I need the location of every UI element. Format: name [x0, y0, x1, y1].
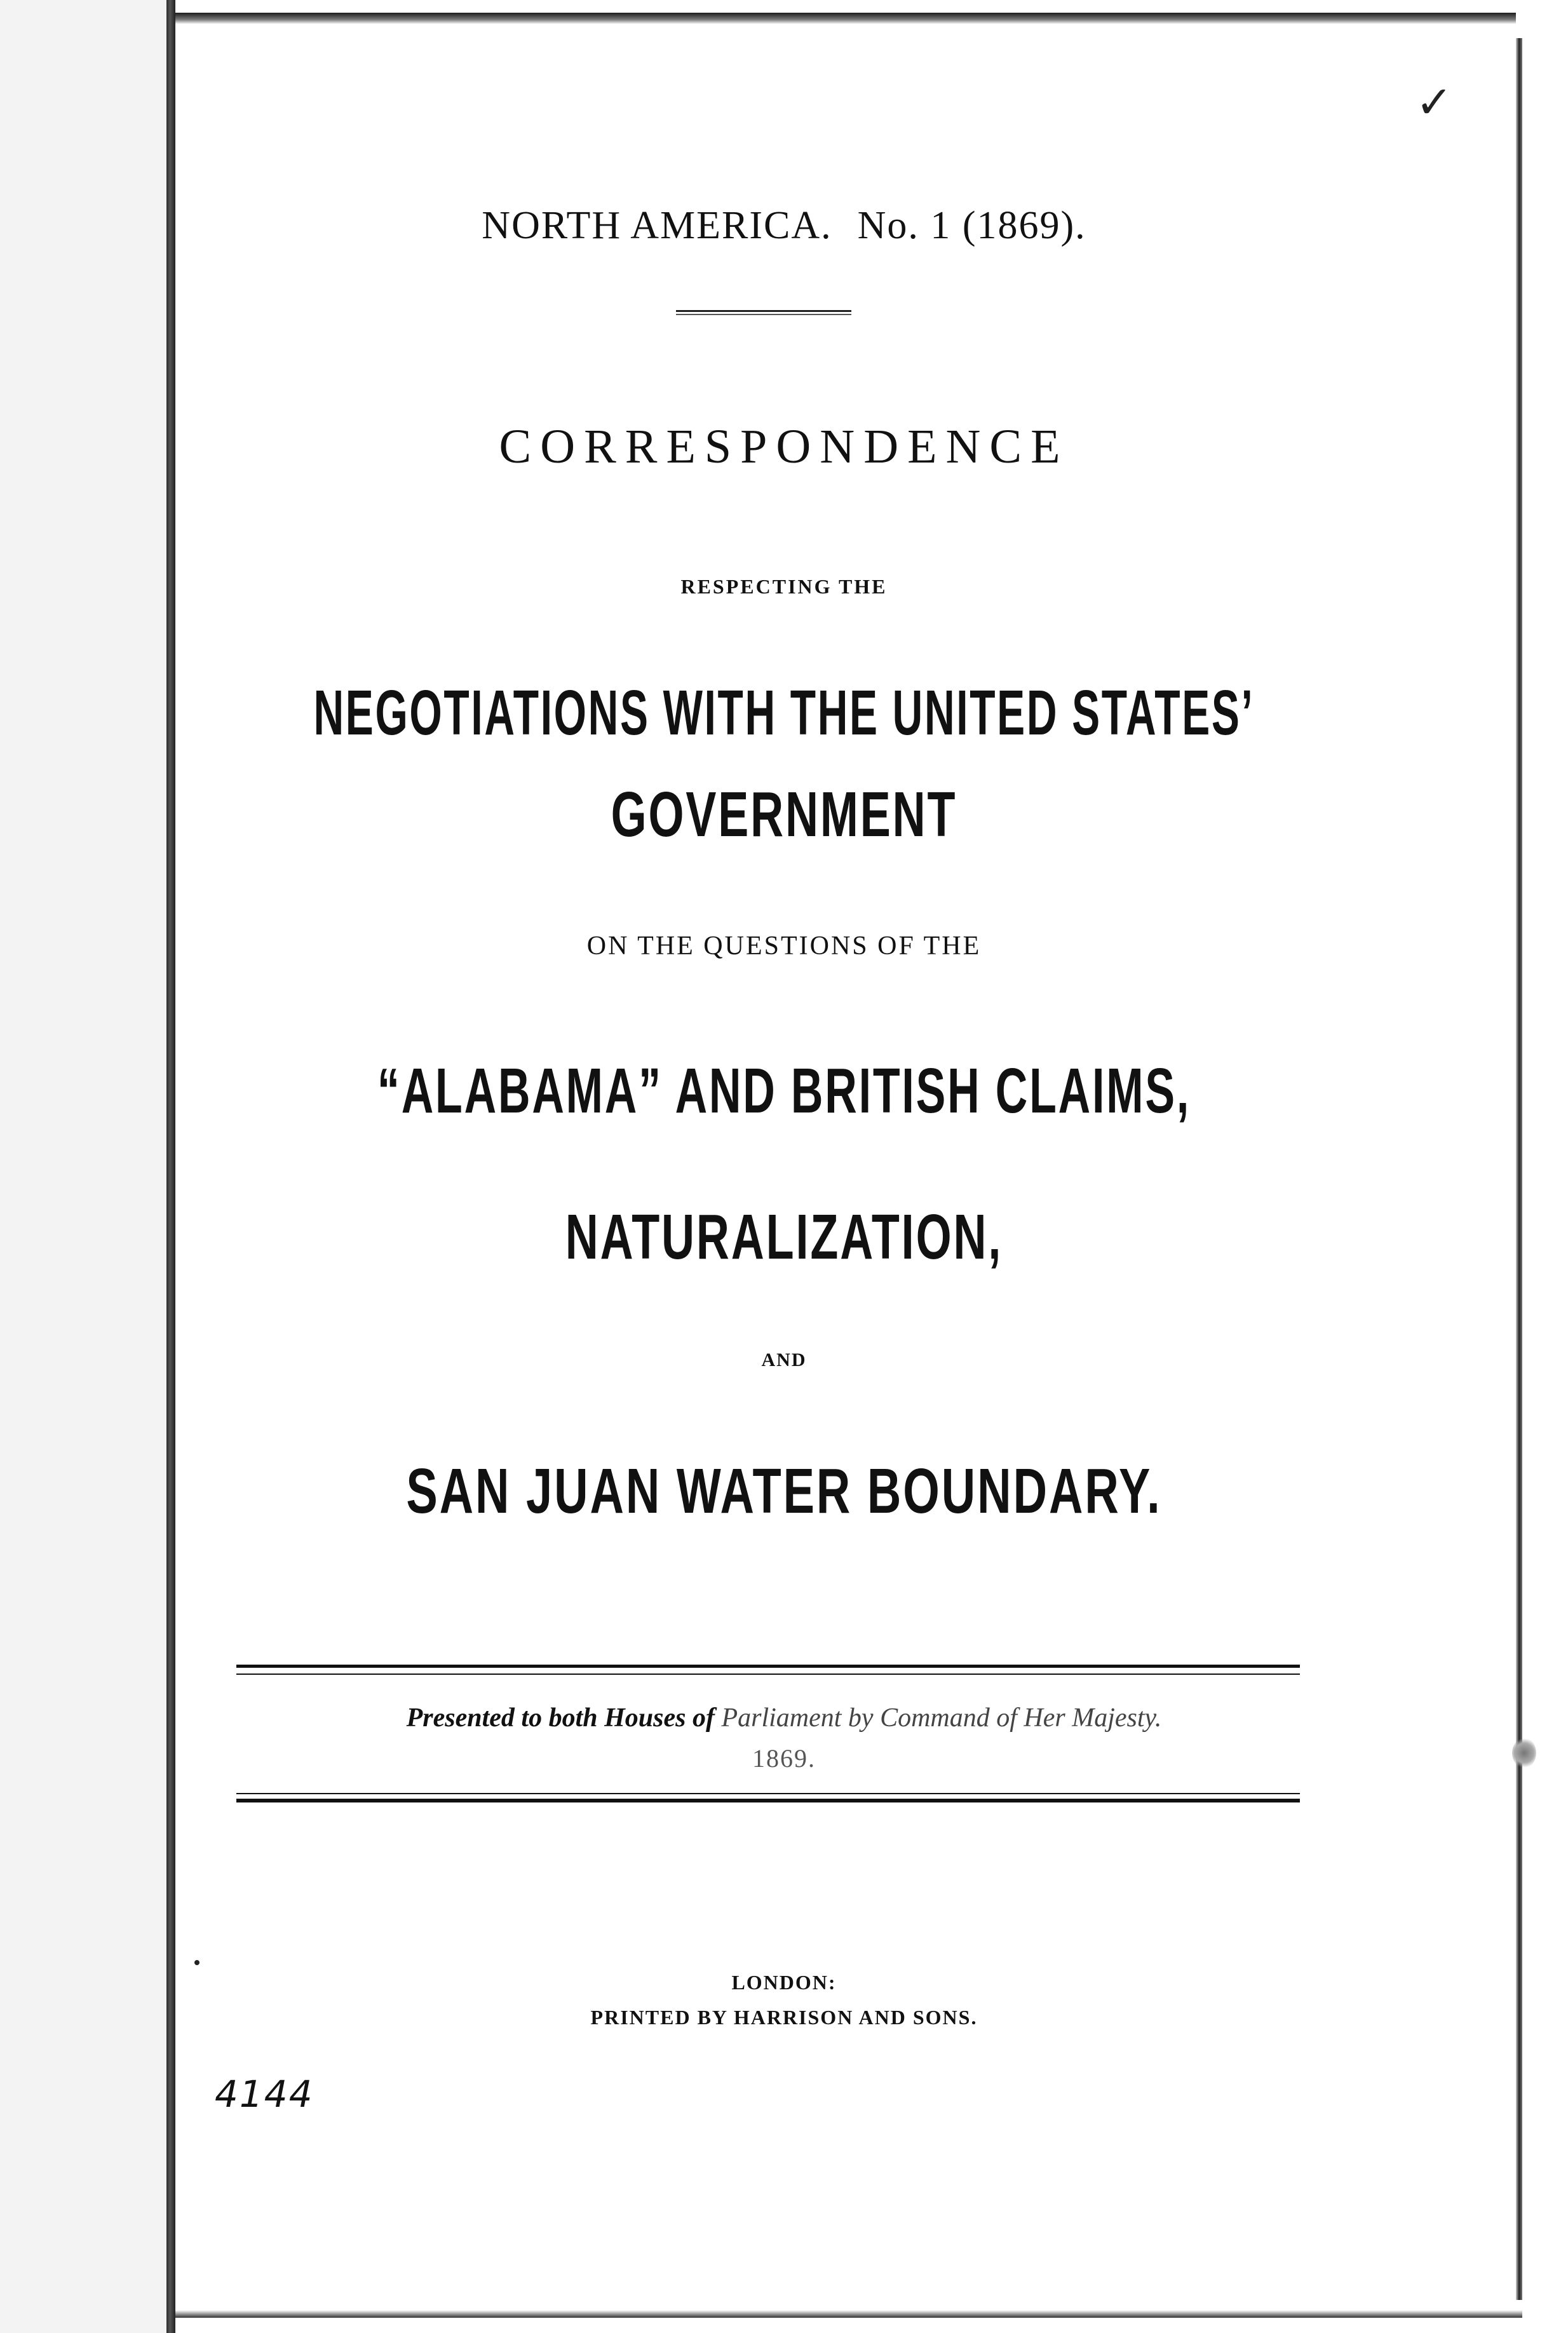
presentation-statement-bold: Presented to both Houses of — [406, 1703, 715, 1733]
series-label: NORTH AMERICA. — [482, 204, 832, 247]
document-title: CORRESPONDENCE — [499, 420, 1069, 473]
presentation-statement — [0, 1703, 1568, 1733]
short-divider-rule — [676, 310, 851, 315]
subject-line-2: GOVERNMENT — [611, 779, 957, 850]
ink-smudge — [1512, 1738, 1536, 1768]
subject-line-1: NEGOTIATIONS WITH THE UNITED STATES’ — [313, 677, 1255, 748]
lower-rule-thin — [236, 1793, 1300, 1794]
upper-rule-thin — [236, 1674, 1300, 1675]
imprint-place: LONDON: — [731, 1971, 837, 1994]
respecting-line: RESPECTING THE — [680, 575, 888, 598]
handwritten-catalog-number: 4144 — [215, 2073, 314, 2116]
topic-san-juan-boundary: SAN JUAN WATER BOUNDARY. — [406, 1456, 1162, 1527]
handwritten-checkmark: ✓ — [1416, 76, 1453, 128]
page-top-edge — [175, 13, 1516, 24]
page-right-edge — [1516, 38, 1522, 2300]
upper-rule-thick — [236, 1665, 1300, 1668]
lower-rule-thick — [236, 1799, 1300, 1802]
topic-naturalization: NATURALIZATION, — [565, 1201, 1003, 1273]
title-page — [175, 24, 1516, 2311]
page-bottom-edge — [175, 2310, 1522, 2318]
publication-year: 1869. — [752, 1744, 816, 1773]
questions-intro: ON THE QUESTIONS OF THE — [586, 931, 982, 961]
series-number: No. 1 (1869). — [857, 204, 1086, 247]
imprint-printer: PRINTED BY HARRISON AND SONS. — [590, 2006, 978, 2029]
presentation-statement-light: Parliament by Command of Her Majesty. — [721, 1703, 1162, 1733]
series-heading — [0, 203, 1568, 248]
topic-alabama-claims: “ALABAMA” AND BRITISH CLAIMS, — [377, 1055, 1191, 1126]
conjunction-and: AND — [761, 1349, 807, 1370]
ink-dot — [194, 1960, 199, 1965]
